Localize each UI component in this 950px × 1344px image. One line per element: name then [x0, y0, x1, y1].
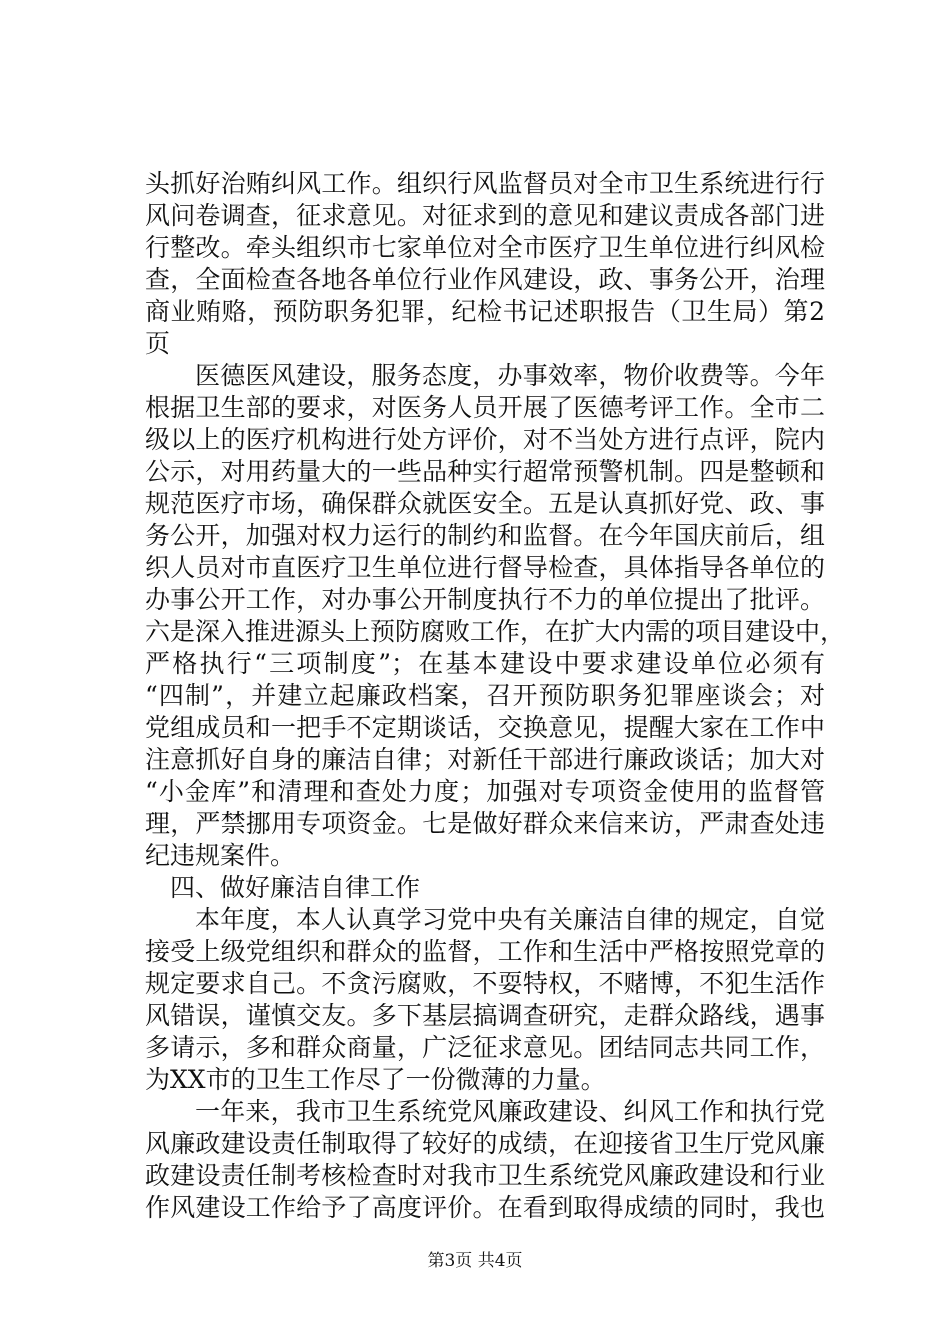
- text-line: 严格执行“三项制度”；在基本建设中要求建设单位必须有: [145, 649, 825, 678]
- text-line: 理，严禁挪用专项资金。七是做好群众来信来访，严肃查处违: [145, 809, 825, 838]
- text-line: 六是深入推进源头上预防腐败工作，在扩大内需的项目建设中，: [145, 617, 846, 646]
- text-line: 商业贿赂，预防职务犯罪，纪检书记述职报告（卫生局）第2: [145, 297, 825, 326]
- text-line: 根据卫生部的要求，对医务人员开展了医德考评工作。全市二: [145, 393, 825, 422]
- text-line: 接受上级党组织和群众的监督，工作和生活中严格按照党章的: [145, 937, 825, 966]
- text-line: 风问卷调查，征求意见。对征求到的意见和建议责成各部门进: [145, 201, 825, 230]
- text-line: “小金库”和清理和查处力度；加强对专项资金使用的监督管: [145, 777, 825, 806]
- text-line: 一年来，我市卫生系统党风廉政建设、纠风工作和执行党: [195, 1097, 825, 1126]
- text-line: 多请示，多和群众商量，广泛征求意见。团结同志共同工作，: [145, 1033, 825, 1062]
- text-line: 风廉政建设责任制取得了较好的成绩，在迎接省卫生厅党风廉: [145, 1129, 825, 1158]
- text-line: 办事公开工作，对办事公开制度执行不力的单位提出了批评。: [145, 585, 825, 614]
- text-line: 注意抓好自身的廉洁自律；对新任干部进行廉政谈话；加大对: [145, 745, 825, 774]
- text-line: 头抓好治贿纠风工作。组织行风监督员对全市卫生系统进行行: [145, 169, 825, 198]
- text-line: 织人员对市直医疗卫生单位进行督导检查，具体指导各单位的: [145, 553, 825, 582]
- text-line: 务公开，加强对权力运行的制约和监督。在今年国庆前后，组: [145, 521, 825, 550]
- text-line: 本年度，本人认真学习党中央有关廉洁自律的规定，自觉: [195, 905, 825, 934]
- text-line: “四制”，并建立起廉政档案，召开预防职务犯罪座谈会；对: [145, 681, 825, 710]
- text-line: 为XX市的卫生工作尽了一份微薄的力量。: [145, 1065, 606, 1094]
- text-line: 风错误，谨慎交友。多下基层搞调查研究，走群众路线，遇事: [145, 1001, 825, 1030]
- page-footer: [0, 1246, 950, 1271]
- text-line: 级以上的医疗机构进行处方评价，对不当处方进行点评，院内: [145, 425, 825, 454]
- text-line: 党组成员和一把手不定期谈话，交换意见，提醒大家在工作中: [145, 713, 825, 742]
- page-number-label: 第3页 共4页: [427, 1251, 523, 1271]
- section-heading: 四、做好廉洁自律工作: [170, 873, 421, 902]
- text-line: 纪违规案件。: [145, 841, 296, 870]
- text-line: 政建设责任制考核检查时对我市卫生系统党风廉政建设和行业: [145, 1161, 825, 1190]
- text-line: 页: [145, 329, 171, 358]
- text-line: 医德医风建设，服务态度，办事效率，物价收费等。今年: [195, 361, 825, 390]
- text-line: 作风建设工作给予了高度评价。在看到取得成绩的同时，我也: [145, 1193, 825, 1222]
- text-line: 规定要求自己。不贪污腐败，不耍特权，不赌博，不犯生活作: [145, 969, 825, 998]
- text-line: 行整改。牵头组织市七家单位对全市医疗卫生单位进行纠风检: [145, 233, 825, 262]
- text-line: 规范医疗市场，确保群众就医安全。五是认真抓好党、政、事: [145, 489, 825, 518]
- text-line: 查，全面检查各地各单位行业作风建设，政、事务公开，治理: [145, 265, 825, 294]
- text-line: 公示，对用药量大的一些品种实行超常预警机制。四是整顿和: [145, 457, 825, 486]
- document-body: [145, 168, 846, 1224]
